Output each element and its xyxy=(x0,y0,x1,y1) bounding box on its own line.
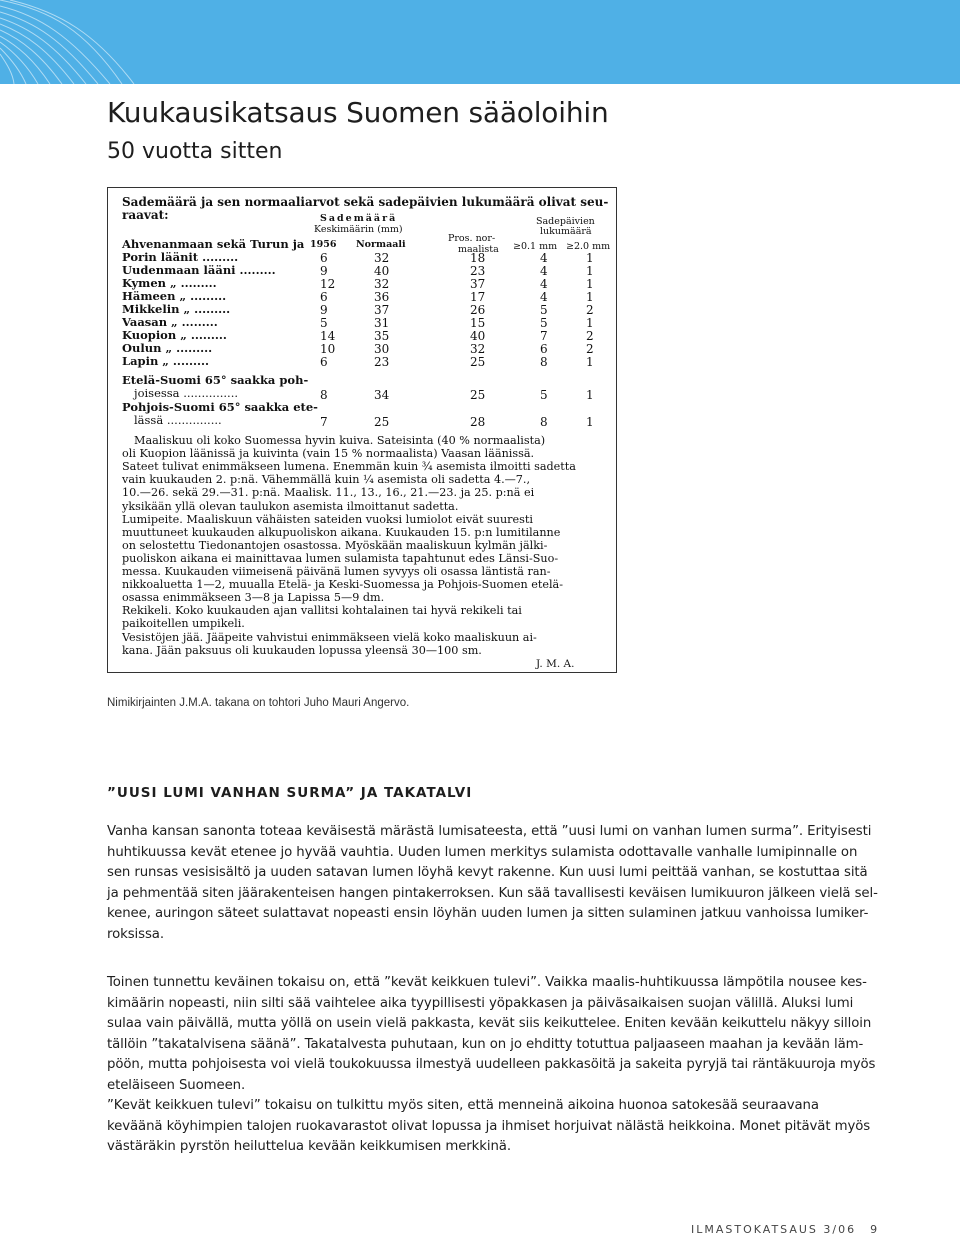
paragraph-line: tällöin ”takatalvisena säänä”. Takatalvesta puhutaan, kun on jo ehditty totuttua paljaaseen maahan ja kevään läm- xyxy=(107,1036,864,1052)
scan-col-header-raindays: Sadepäivien xyxy=(536,216,595,227)
paragraph-line: kimäärin nopeasti, niin silti sää vaihtelee aika tyypillisesti yöpakkasen ja päiväsaikaisen suojan välillä. Aluksi lumi xyxy=(107,995,854,1011)
scan-body-line: Sateet tulivat enimmäkseen lumena. Enemmän kuin ¾ asemista ilmoitti sadetta xyxy=(122,460,576,474)
scan-cell: 32 xyxy=(374,251,390,265)
scan-cell: 7 xyxy=(540,329,548,343)
paragraph-line: ”Kevät keikkuen tulevi” tokaisu on tulkittu myös siten, että menneinä aikoina huonoa satokesää seuraavana xyxy=(107,1098,819,1113)
scan-body-line: kana. Jään paksuus oli kuukauden lopussa yleensä 30—100 sm. xyxy=(122,643,482,657)
scan-cell: 40 xyxy=(470,329,486,343)
scan-body-line: yksikään yllä olevan taulukon asemista ilmoittanut sadetta. xyxy=(122,499,459,513)
scan-cell: 37 xyxy=(374,303,390,317)
scan-body-line: vain kuukauden 2. p:nä. Vähemmällä kuin ¼ asemista oli sadetta 4.—7., xyxy=(122,473,531,487)
scan-cell: 40 xyxy=(374,264,390,278)
scan-cell: 25 xyxy=(470,388,486,402)
scan-cell: 1 xyxy=(586,251,594,265)
scanned-weather-report xyxy=(107,187,617,673)
scan-row-label: Oulun „ ......... xyxy=(122,341,213,355)
scan-cell: 30 xyxy=(374,342,390,356)
scan-cell: 15 xyxy=(470,316,486,330)
scan-cell: 2 xyxy=(586,329,594,343)
scan-region-south-label-2: joisessa ............... xyxy=(134,386,239,400)
scan-col-group-header: Sademäärä xyxy=(320,213,398,224)
scan-cell: 35 xyxy=(374,329,390,343)
scan-cell: 1 xyxy=(586,290,594,304)
scan-cell: 32 xyxy=(470,342,486,356)
scan-body-line: 10.—26. sekä 29.—31. p:nä. Maalisk. 11., 13., 16., 21.—23. ja 25. p:nä ei xyxy=(122,486,535,500)
scan-row-label: Kymen „ ......... xyxy=(122,276,217,290)
scan-row-label: Hämeen „ ......... xyxy=(122,289,227,303)
scan-row-label: Vaasan „ ......... xyxy=(122,315,218,329)
scan-region-north-label-2: lässä ............... xyxy=(134,413,222,427)
scan-cell: 5 xyxy=(320,316,328,330)
scan-cell: 32 xyxy=(374,277,390,291)
scan-cell: 4 xyxy=(540,264,548,278)
scan-signature: J. M. A. xyxy=(536,658,575,670)
paragraph-line: eteläiseen Suomeen. xyxy=(107,1077,246,1093)
scan-body-line: oli Kuopion läänissä ja kuivinta (vain 15 % normaalista) Vaasan läänissä. xyxy=(122,447,535,461)
scan-cell: 28 xyxy=(470,415,486,429)
image-caption: Nimikirjainten J.M.A. takana on tohtori Juho Mauri Angervo. xyxy=(107,697,410,709)
banner-wave-decoration xyxy=(0,0,960,84)
scan-row-label: Lapin „ ......... xyxy=(122,354,209,368)
paragraph-line: sulaa vain päivällä, mutta yöllä on usein vielä pakkasta, kevät siis keikuttelee. Eniten kevään keikuttelu näkyy silloin xyxy=(107,1016,872,1031)
section-heading: ”UUSI LUMI VANHAN SURMA” JA TAKATALVI xyxy=(107,785,473,801)
scan-cell: 25 xyxy=(374,415,390,429)
scan-body-line: Rekikeli. Koko kuukauden ajan vallitsi kohtalainen tai hyvä rekikeli tai xyxy=(122,604,522,618)
scan-body-line: Maaliskuu oli koko Suomessa hyvin kuiva. Sateisinta (40 % normaalista) xyxy=(134,434,546,447)
scan-cell: 1 xyxy=(586,277,594,291)
paragraph-line: ja pehmentää siten jäärakenteisen hangen pintakerroksen. Kun sää tavallisesti keväisen lumikuuron jälkeen vielä sel- xyxy=(107,885,878,901)
scan-row-label: Mikkelin „ ......... xyxy=(122,302,231,316)
scan-cell: 9 xyxy=(320,264,328,278)
paragraph-line: Toinen tunnettu keväinen tokaisu on, että ”kevät keikkuen tulevi”. Vaikka maalis-huhtikuussa lämpötila nousee kes- xyxy=(107,975,867,990)
paragraph-line: huhtikuussa kevät etenee jo hyvää vauhtia. Uuden lumen merkitys sulamista odottavalle vanhalle lumipinnalle on xyxy=(107,844,858,860)
scan-cell: 6 xyxy=(320,355,328,369)
publication-name: ILMASTOKATSAUS 3/06 xyxy=(691,1223,857,1236)
scan-cell: 1 xyxy=(586,264,594,278)
scan-col-header-percent-2: maalista xyxy=(458,244,499,255)
scan-cell: 1 xyxy=(586,316,594,330)
scan-row-label: Porin läänit ......... xyxy=(122,250,239,264)
page-footer xyxy=(691,1223,877,1236)
scan-body-line: paikoitellen umpikeli. xyxy=(122,617,245,631)
page-number: 9 xyxy=(870,1223,878,1236)
scan-intro-line: raavat: xyxy=(122,208,169,222)
paragraph-line: roksissa. xyxy=(107,926,164,942)
paragraph-line: pöön, mutta pohjoisesta voi vielä toukokuussa ilmestyä uudelleen pakkasöitä ja sakeita pyryjä tai räntäkuuroja myös xyxy=(107,1057,876,1072)
scan-cell: 18 xyxy=(470,251,486,265)
scan-cell: 1 xyxy=(586,415,594,429)
paragraph-line: kenee, auringon säteet sulattavat nopeasti ensin löyhän uuden lumen ja sitten sulaminen jatkuu vanhoissa lumiker- xyxy=(107,906,869,921)
scan-cell: 23 xyxy=(470,264,486,278)
scan-body-line: messa. Kuukauden viimeisenä päivänä lumen syvyys oli osassa läntistä ran- xyxy=(122,565,551,578)
scan-body-line: osassa enimmäkseen 3—8 ja Lapissa 5—9 dm. xyxy=(122,591,385,605)
paragraph-line: sen runsas vesisisältö ja uuden satavan lumen löyhä kevyt rakenne. Kun uusi lumi peittää vanhan, se kostuttaa sitä xyxy=(107,865,868,880)
scan-col-header-normal: Normaali xyxy=(356,239,406,250)
scan-intro-line: Sademäärä ja sen normaaliarvot sekä sadepäivien lukumäärä olivat seu- xyxy=(122,195,609,209)
scan-cell: 2 xyxy=(586,303,594,317)
scan-cell: 8 xyxy=(320,388,328,402)
scan-cell: 2 xyxy=(586,342,594,356)
scan-region-north-label: Pohjois-Suomi 65° saakka ete- xyxy=(122,400,318,414)
scan-cell: 1 xyxy=(586,388,594,402)
scan-col-header-1956: 1956 xyxy=(310,239,337,250)
paragraph-takatalvi xyxy=(107,973,876,1158)
scan-body-line: Lumipeite. Maaliskuun vähäisten sateiden vuoksi lumiolot eivät suuresti xyxy=(122,512,533,526)
scan-row-label: Uudenmaan lääni ......... xyxy=(122,263,276,277)
page-subtitle: 50 vuotta sitten xyxy=(107,139,283,164)
scan-cell: 5 xyxy=(540,388,548,402)
scan-cell: 17 xyxy=(470,290,486,304)
paragraph-uusi-lumi xyxy=(107,822,878,945)
scan-cell: 8 xyxy=(540,355,548,369)
scan-cell: 34 xyxy=(374,388,390,402)
scan-col-header-ge20: ≥2.0 mm xyxy=(566,241,611,252)
scan-cell: 10 xyxy=(320,342,336,356)
paragraph-line: Vanha kansan sanonta toteaa keväisestä märästä lumisateesta, että ”uusi lumi on vanhan lumen surma”. Erityisesti xyxy=(107,824,872,839)
scan-cell: 6 xyxy=(320,290,328,304)
scan-cell: 4 xyxy=(540,251,548,265)
scan-row-label: Ahvenanmaan sekä Turun ja xyxy=(122,237,305,251)
scan-body-line: muuttuneet kuukauden alkupuoliskon aikana. Kuukauden 15. p:n lumitilanne xyxy=(122,525,561,539)
scan-cell: 14 xyxy=(320,329,336,343)
scan-cell: 4 xyxy=(540,290,548,304)
scan-cell: 26 xyxy=(470,303,486,317)
scan-body-line: nikkoaluetta 1—2, muualla Etelä- ja Keski-Suomessa ja Pohjois-Suomen etelä- xyxy=(122,578,564,592)
scan-cell: 12 xyxy=(320,277,336,291)
scan-col-group-subheader: Keskimäärin (mm) xyxy=(314,224,403,235)
scan-cell: 9 xyxy=(320,303,328,317)
scan-cell: 25 xyxy=(470,355,486,369)
scan-cell: 37 xyxy=(470,277,486,291)
page-title: Kuukausikatsaus Suomen sääoloihin xyxy=(107,96,609,129)
scan-cell: 5 xyxy=(540,316,548,330)
scan-col-header-ge01: ≥0.1 mm xyxy=(513,241,558,252)
scan-cell: 36 xyxy=(374,290,390,304)
scan-cell: 7 xyxy=(320,415,328,429)
scan-cell: 1 xyxy=(586,355,594,369)
scan-cell: 6 xyxy=(540,342,548,356)
scan-body-line: on selostettu Tiedonantojen osastossa. Myöskään maaliskuun kylmän jälki- xyxy=(122,538,548,552)
scan-row-label: Kuopion „ ......... xyxy=(122,328,227,342)
scan-cell: 23 xyxy=(374,355,390,369)
scan-cell: 6 xyxy=(320,251,328,265)
scan-col-header-percent: Pros. nor- xyxy=(448,233,496,244)
scan-body-line: puoliskon aikana ei mainittavaa lumen sulamista tapahtunut edes Länsi-Suo- xyxy=(122,551,559,565)
paragraph-line: västäräkin pyrstön heiluttelua kevään keikkumisen merkkinä. xyxy=(107,1139,511,1154)
scan-cell: 5 xyxy=(540,303,548,317)
scan-cell: 4 xyxy=(540,277,548,291)
scan-region-south-label: Etelä-Suomi 65° saakka poh- xyxy=(122,373,309,387)
scan-body-line: Vesistöjen jää. Jääpeite vahvistui enimmäkseen vielä koko maaliskuun ai- xyxy=(122,630,537,644)
scan-cell: 8 xyxy=(540,415,548,429)
scan-cell: 31 xyxy=(374,316,390,330)
paragraph-line: keväänä köyhimpien talojen ruokavarastot olivat lopussa ja ihmiset horjuivat nälästä heikkoina. Monet pitävät myös xyxy=(107,1118,871,1134)
top-banner xyxy=(0,0,960,84)
scan-col-header-raindays-2: lukumäärä xyxy=(540,226,592,237)
